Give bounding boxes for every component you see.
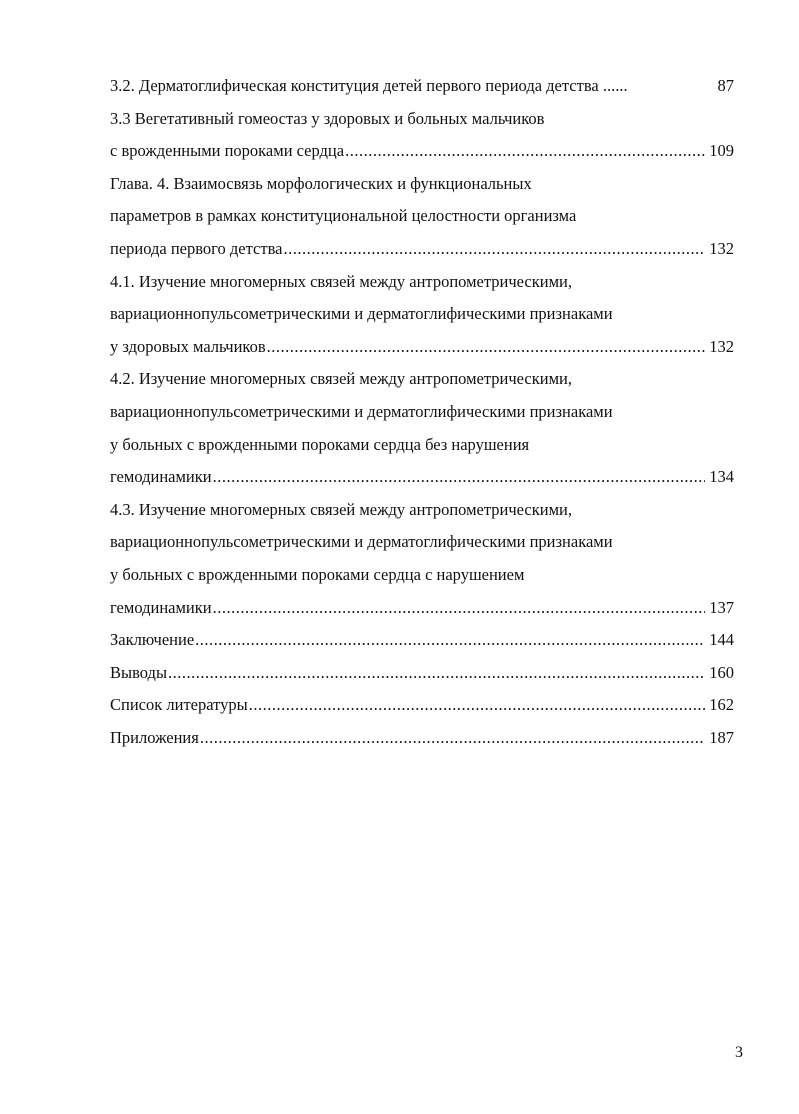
toc-entry-text: периода первого детства (110, 238, 283, 258)
leader-dots (195, 624, 705, 657)
toc-entry-3-2 (110, 70, 734, 103)
toc-line: параметров в рамках конституциональной целостности организма (110, 206, 577, 226)
toc-entry-page: 137 (709, 597, 734, 617)
toc-entry-4-1 (110, 331, 734, 364)
toc-entry-findings (110, 657, 734, 690)
leader-dots (267, 331, 706, 364)
toc-entry-text: гемодинамики (110, 467, 212, 487)
toc-line: 4.3. Изучение многомерных связей между антропометрическими, (110, 499, 572, 519)
toc-entry-page: 132 (709, 238, 734, 258)
leader-dots (249, 689, 706, 722)
toc-entry-text: 3.2. Дерматоглифическая конституция детей первого периода детства ...... (110, 76, 628, 95)
toc-line: вариационнопульсометрическими и дерматоглифическими признаками (110, 401, 613, 421)
toc-entry-page: 134 (709, 467, 734, 487)
toc-entry-text: с врожденными пороками сердца (110, 141, 345, 161)
leader-dots (283, 233, 705, 266)
toc-entry-appendices (110, 722, 734, 755)
leader-dots (200, 722, 705, 755)
toc-line: у больных с врожденными пороками сердца с нарушением (110, 564, 525, 584)
leader-dots (168, 657, 705, 690)
leader-dots (213, 461, 706, 494)
toc-entry-page: 187 (709, 727, 734, 747)
toc-entry-text: гемодинамики (110, 597, 212, 617)
toc-line: вариационнопульсометрическими и дерматоглифическими признаками (110, 304, 613, 324)
page-number: 3 (735, 1044, 743, 1061)
leader-dots (345, 135, 705, 168)
toc-line: вариационнопульсометрическими и дерматоглифическими признаками (110, 532, 613, 552)
toc-entry-page: 87 (717, 76, 734, 95)
toc-entry-4-2 (110, 461, 734, 494)
toc-line: у больных с врожденными пороками сердца без нарушения (110, 434, 530, 454)
toc-entry-text: Заключение (110, 630, 195, 650)
toc-entry-conclusion (110, 624, 734, 657)
table-of-contents (110, 70, 734, 754)
toc-entry-4-3 (110, 592, 734, 625)
toc-entry-text: Список литературы (110, 695, 248, 715)
toc-entry-page: 144 (709, 630, 734, 650)
toc-line: 3.3 Вегетативный гомеостаз у здоровых и больных мальчиков (110, 108, 545, 128)
toc-entry-page: 109 (709, 141, 734, 161)
toc-entry-page: 162 (709, 695, 734, 715)
toc-entry-text: Приложения (110, 727, 199, 747)
toc-line: Глава. 4. Взаимосвязь морфологических и функциональных (110, 173, 532, 193)
leader-dots (213, 592, 706, 625)
toc-entry-text: у здоровых мальчиков (110, 336, 266, 356)
toc-entry-chapter-4 (110, 233, 734, 266)
toc-entry-references (110, 689, 734, 722)
toc-line: 4.1. Изучение многомерных связей между антропометрическими, (110, 271, 572, 291)
toc-line: 4.2. Изучение многомерных связей между антропометрическими, (110, 369, 572, 389)
toc-entry-text: Выводы (110, 662, 168, 682)
toc-entry-3-3 (110, 135, 734, 168)
toc-entry-page: 132 (709, 336, 734, 356)
toc-entry-page: 160 (709, 662, 734, 682)
